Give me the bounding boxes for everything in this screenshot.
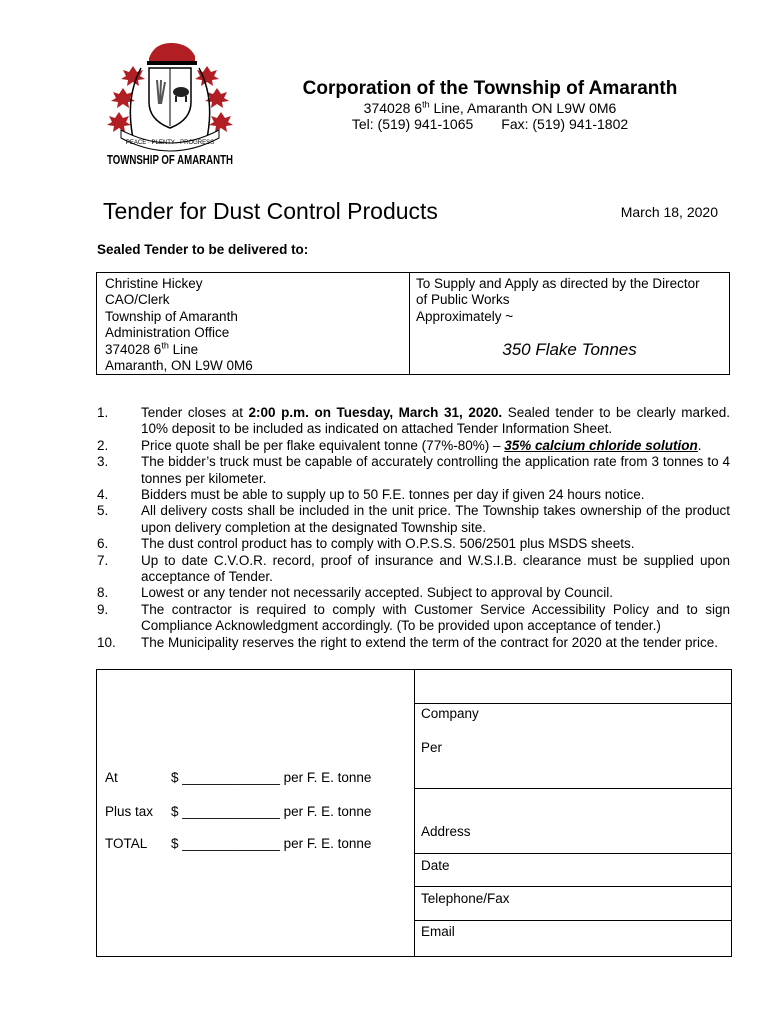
supply-line-3: Approximately ~ <box>416 308 514 324</box>
company-label: Company <box>421 706 479 721</box>
term-text: Bidders must be able to supply up to 50 F.E. tonnes per day if given 24 hours notice. <box>141 487 645 503</box>
email-label: Email <box>421 924 455 939</box>
term-text: Price quote shall be per flake equivalent tonne (77%-80%) – 35% calcium chloride solution. <box>141 437 702 453</box>
term-number: 1. <box>97 405 109 420</box>
list-item <box>97 585 730 601</box>
list-item <box>97 602 730 635</box>
tax-price-field[interactable]: $ _____________ per F. E. tonne <box>171 804 372 819</box>
supply-line-1: To Supply and Apply as directed by the Director <box>416 276 700 291</box>
list-item <box>97 487 730 503</box>
price-section <box>97 670 415 956</box>
document-date: March 18, 2020 <box>620 204 718 220</box>
recipient-address <box>97 273 410 374</box>
term-number: 6. <box>97 536 109 552</box>
supply-quantity: 350 Flake Tonnes <box>502 340 637 359</box>
term-text: Up to date C.V.O.R. record, proof of insurance and W.S.I.B. clearance must be supplied upon acceptance of Tender. <box>141 552 730 585</box>
term-text: Tender closes at 2:00 p.m. on Tuesday, March 31, 2020. Sealed tender to be clearly marked. 10% deposit to be included as indicated on attached Tender Information Sheet. <box>141 405 730 437</box>
org-tel: Tel: (519) 941-1065 <box>351 116 474 132</box>
total-label: TOTAL <box>105 836 148 851</box>
recipient-name: Christine Hickey <box>105 276 203 291</box>
total-price-field[interactable]: $ _____________ per F. E. tonne <box>171 836 372 851</box>
term-number: 9. <box>97 601 109 617</box>
list-item <box>97 405 730 438</box>
term-number: 5. <box>97 503 109 519</box>
at-label: At <box>105 770 118 785</box>
list-item <box>97 553 730 586</box>
address-line[interactable] <box>415 788 731 789</box>
list-item <box>97 454 730 487</box>
org-fax: Fax: (519) 941-1802 <box>501 116 629 132</box>
delivery-address-box <box>96 272 730 375</box>
term-number: 10. <box>97 634 116 650</box>
phone-label: Telephone/Fax <box>421 891 510 906</box>
recipient-street: 374028 6th Line <box>105 340 199 357</box>
bidder-info-section <box>415 670 731 956</box>
recipient-city: Amaranth, ON L9W 0M6 <box>105 358 253 374</box>
at-price-field[interactable]: $ _____________ per F. E. tonne <box>171 770 372 785</box>
price-row-at[interactable] <box>105 770 371 785</box>
supply-line-2: of Public Works <box>416 292 510 308</box>
org-phone <box>250 116 730 132</box>
township-logo <box>103 38 237 170</box>
term-number: 7. <box>97 552 109 568</box>
term-text: The bidder’s truck must be capable of accurately controlling the application rate from 3 tonnes to 4 tonnes per kilometer. <box>141 454 730 486</box>
logo-motto: PEACE · PLENTY · PROGRESS <box>125 140 215 146</box>
recipient-office: Administration Office <box>105 325 230 341</box>
term-number: 8. <box>97 585 109 601</box>
list-item <box>97 635 730 651</box>
term-number: 3. <box>97 454 109 470</box>
price-row-total[interactable] <box>105 836 371 851</box>
list-item <box>97 536 730 552</box>
list-item <box>97 503 730 536</box>
term-text: The dust control product has to comply with O.P.S.S. 506/2501 plus MSDS sheets. <box>141 536 635 552</box>
date-label: Date <box>421 858 450 873</box>
term-text: The contractor is required to comply with Customer Service Accessibility Policy and to sign Compliance Acknowledgment accordingly. (To be provided upon acceptance of tender.) <box>141 601 730 634</box>
supply-description <box>410 273 729 374</box>
term-number: 4. <box>97 487 109 503</box>
recipient-org: Township of Amaranth <box>105 308 238 324</box>
term-number: 2. <box>97 437 109 453</box>
date-line[interactable] <box>415 853 731 854</box>
list-item <box>97 438 730 454</box>
document-title: Tender for Dust Control Products <box>103 198 438 224</box>
term-text: All delivery costs shall be included in the unit price. The Township takes ownership of the product upon delivery completion at the designated Township site. <box>141 503 730 535</box>
address-label: Address <box>421 824 471 839</box>
org-address: 374028 6th Line, Amaranth ON L9W 0M6 <box>363 99 617 116</box>
deliver-label: Sealed Tender to be delivered to: <box>97 242 309 257</box>
tax-label: Plus tax <box>105 804 154 819</box>
company-signature-line[interactable] <box>415 703 731 704</box>
email-line[interactable] <box>415 920 731 921</box>
org-title: Corporation of the Township of Amaranth <box>302 78 678 99</box>
term-text: The Municipality reserves the right to extend the term of the contract for 2020 at the tender price. <box>141 634 719 650</box>
terms-list <box>97 405 730 651</box>
term-text: Lowest or any tender not necessarily accepted. Subject to approval by Council. <box>141 585 614 601</box>
per-label: Per <box>421 740 443 755</box>
price-row-tax[interactable] <box>105 804 371 819</box>
phone-line[interactable] <box>415 886 731 887</box>
recipient-title: CAO/Clerk <box>105 292 170 308</box>
bid-form <box>96 669 732 957</box>
logo-text: TOWNSHIP OF AMARANTH <box>107 153 233 167</box>
